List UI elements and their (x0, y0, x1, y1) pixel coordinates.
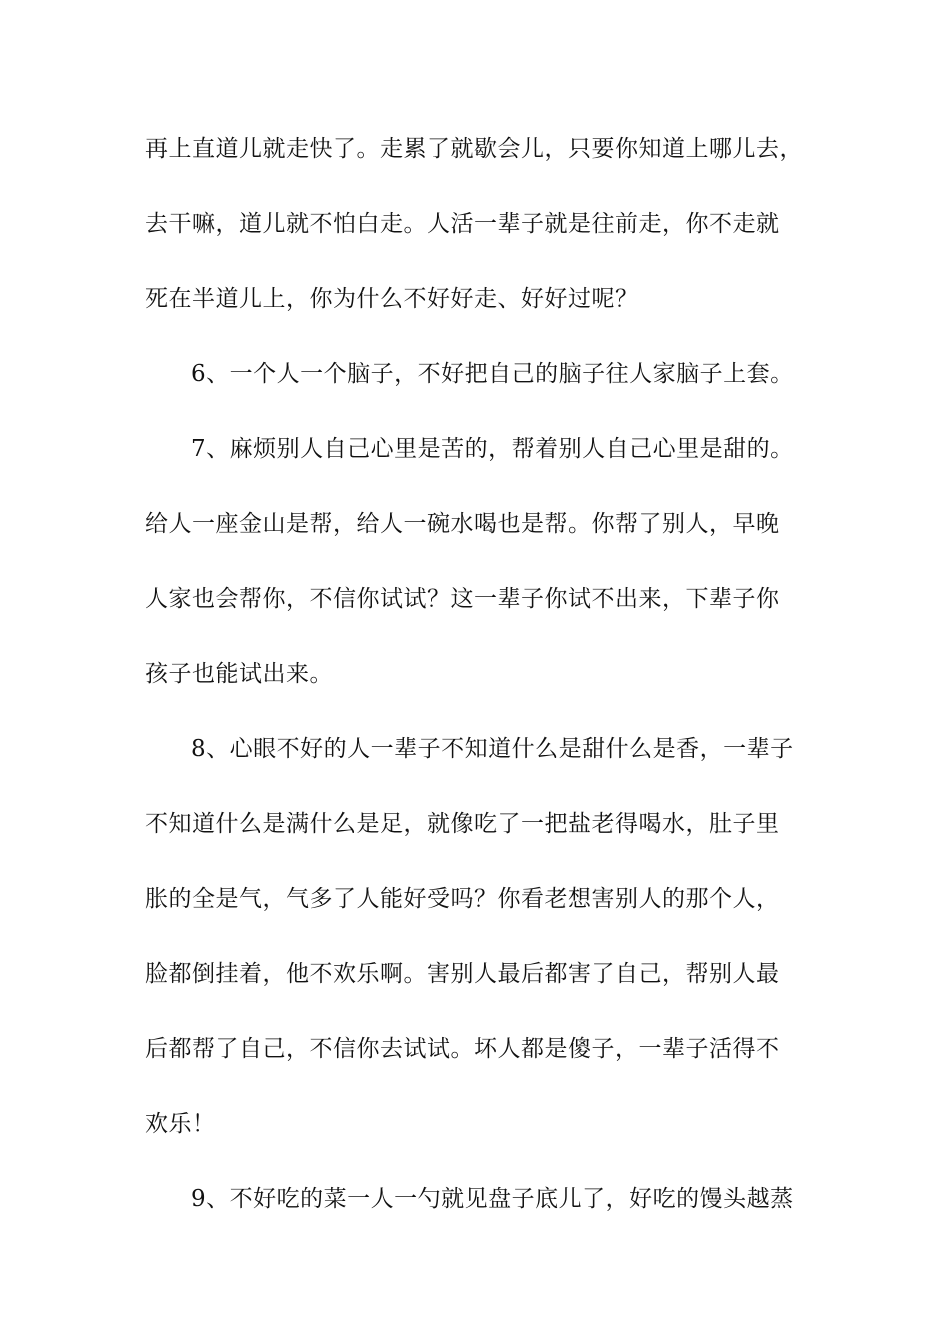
text-line: 后都帮了自己，不信你去试试。坏人都是傻子，一辈子活得不 (145, 1036, 780, 1062)
text-line: 死在半道儿上，你为什么不好好走、好好过呢？ (145, 286, 639, 312)
text-line: 孩子也能试出来。 (145, 661, 333, 687)
paragraph-9-start: 9、不好吃的菜一人一勺就见盘子底儿了，好吃的馒头越蒸 (191, 1186, 794, 1212)
paragraph-6-start: 6、一个人一个脑子，不好把自己的脑子往人家脑子上套。 (191, 361, 794, 387)
text-line: 再上直道儿就走快了。走累了就歇会儿，只要你知道上哪儿去， (145, 136, 803, 162)
text-line: 脸都倒挂着，他不欢乐啊。害别人最后都害了自己，帮别人最 (145, 961, 780, 987)
paragraph-7-start: 7、麻烦别人自己心里是苦的，帮着别人自己心里是甜的。 (191, 436, 794, 462)
text-line: 不知道什么是满什么是足，就像吃了一把盐老得喝水，肚子里 (145, 811, 780, 837)
text-line: 欢乐！ (145, 1111, 216, 1137)
text-line: 胀的全是气，气多了人能好受吗？你看老想害别人的那个人， (145, 886, 780, 912)
text-line: 去干嘛，道儿就不怕白走。人活一辈子就是往前走，你不走就 (145, 211, 780, 237)
text-line: 给人一座金山是帮，给人一碗水喝也是帮。你帮了别人，早晚 (145, 511, 780, 537)
text-line: 人家也会帮你，不信你试试？这一辈子你试不出来，下辈子你 (145, 586, 780, 612)
paragraph-8-start: 8、心眼不好的人一辈子不知道什么是甜什么是香，一辈子 (191, 736, 794, 762)
